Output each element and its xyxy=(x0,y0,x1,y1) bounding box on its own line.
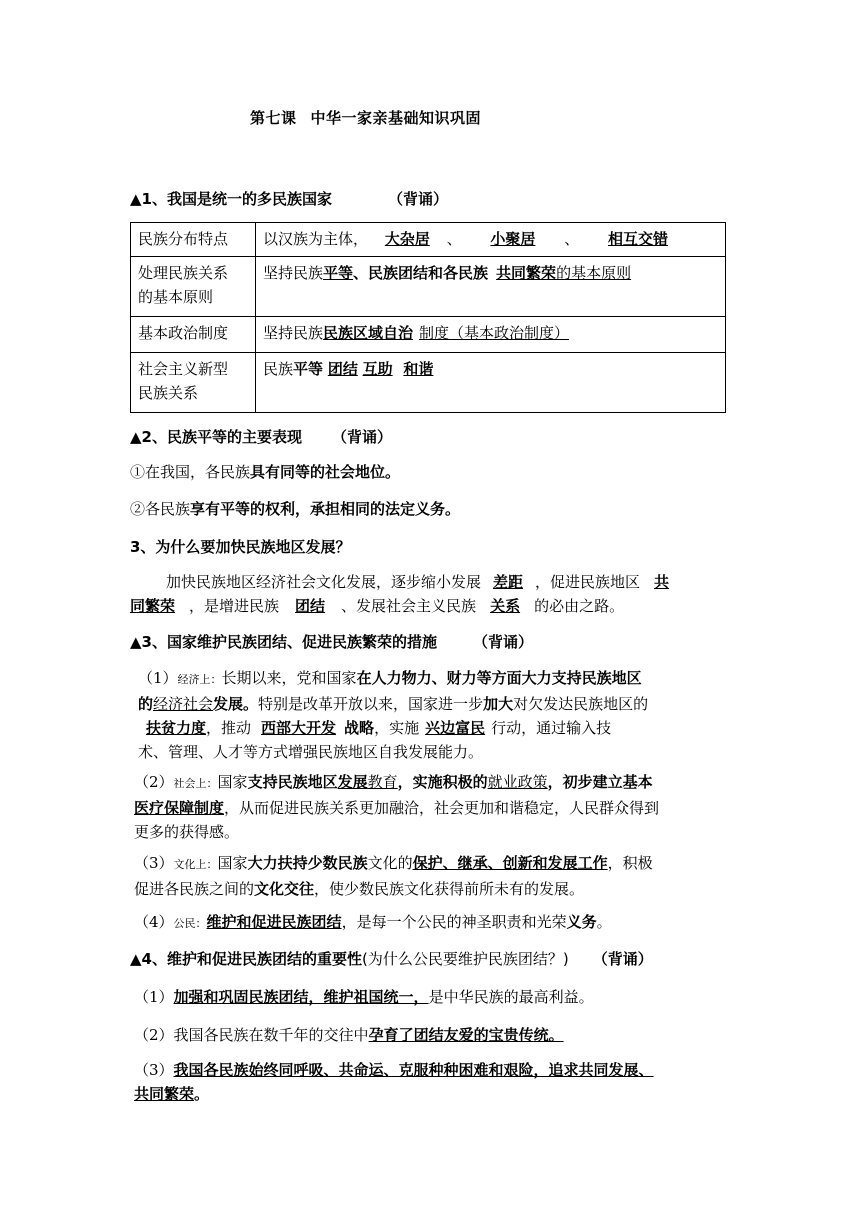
row-content: 民族平等 团结 互助 和谐 xyxy=(256,353,726,413)
measure-economy: （1）经济上：长期以来，党和国家在人力物力、财力等方面大力支持民族地区 的经济社会发展。特别是改革开放以来，国家进一步加大对欠发达民族地区的 扶贫力度，推动 西部大开发 战略，实施 兴边富民 行动，通过输入技 术、管理、人才等方式增强民族地区自我发展能力。 xyxy=(138,669,649,761)
table-row xyxy=(131,223,726,257)
equality-point-1: ①在我国，各民族具有同等的社会地位。 xyxy=(130,463,401,481)
measure-society: （2）社会上：国家支持民族地区发展教育，实施积极的就业政策，初步建立基本 医疗保障制度，从而促进民族关系更加融洽，社会更加和谐稳定，人民群众得到 更多的获得感。 xyxy=(134,773,660,841)
measure-culture: （3）文化上：国家大力扶持少数民族文化的保护、继承、创新和发展工作，积极 促进各民族之间的文化交往，使少数民族文化获得前所未有的发展。 xyxy=(134,854,653,898)
row-content: 以汉族为主体， 大杂居 、 小聚居 、 相互交错 xyxy=(256,223,726,257)
row-label: 民族分布特点 xyxy=(131,223,256,257)
equality-point-2: ②各民族享有平等的权利，承担相同的法定义务。 xyxy=(130,500,461,518)
importance-point-1: （1）加强和巩固民族团结，维护祖国统一，是中华民族的最高利益。 xyxy=(134,988,594,1006)
page-title xyxy=(250,107,481,128)
importance-point-3: （3）我国各民族始终同呼吸、共命运、克服种种困难和艰险，追求共同发展、 共同繁荣。 xyxy=(134,1061,654,1103)
section-1-heading: ▲1、我国是统一的多民族国家 （背诵） xyxy=(130,190,448,208)
section-4-heading: ▲3、国家维护民族团结、促进民族繁荣的措施 （背诵） xyxy=(130,633,533,651)
row-content: 坚持民族平等、民族团结和各民族 共同繁荣的基本原则 xyxy=(256,257,726,317)
row-label: 社会主义新型 民族关系 xyxy=(131,353,256,413)
table-row xyxy=(131,257,726,317)
row-label: 处理民族关系 的基本原则 xyxy=(131,257,256,317)
importance-point-2: （2）我国各民族在数千年的交往中孕育了团结友爱的宝贵传统。 xyxy=(134,1026,564,1044)
row-content: 坚持民族民族区域自治 制度（基本政治制度） xyxy=(256,317,726,353)
section-2-heading: ▲2、民族平等的主要表现 （背诵） xyxy=(130,428,392,446)
measure-citizen: （4）公民：维护和促进民族团结，是每一个公民的神圣职责和光荣义务。 xyxy=(134,913,612,931)
lesson-number: 第七课 xyxy=(250,109,297,127)
table-row xyxy=(131,317,726,353)
table-row xyxy=(131,353,726,413)
section-3-paragraph: 加快民族地区经济社会文化发展，逐步缩小发展 差距 ，促进民族地区 共 同繁荣 ，是增进民族 团结 、发展社会主义民族 关系 的必由之路。 xyxy=(130,573,670,615)
lesson-name: 中华一家亲基础知识巩固 xyxy=(310,109,482,127)
section-5-heading: ▲4、维护和促进民族团结的重要性(为什么公民要维护民族团结？) （背诵） xyxy=(130,950,653,968)
row-label: 基本政治制度 xyxy=(131,317,256,353)
knowledge-table xyxy=(130,222,726,413)
section-3-heading: 3、为什么要加快民族地区发展？ xyxy=(130,538,351,556)
